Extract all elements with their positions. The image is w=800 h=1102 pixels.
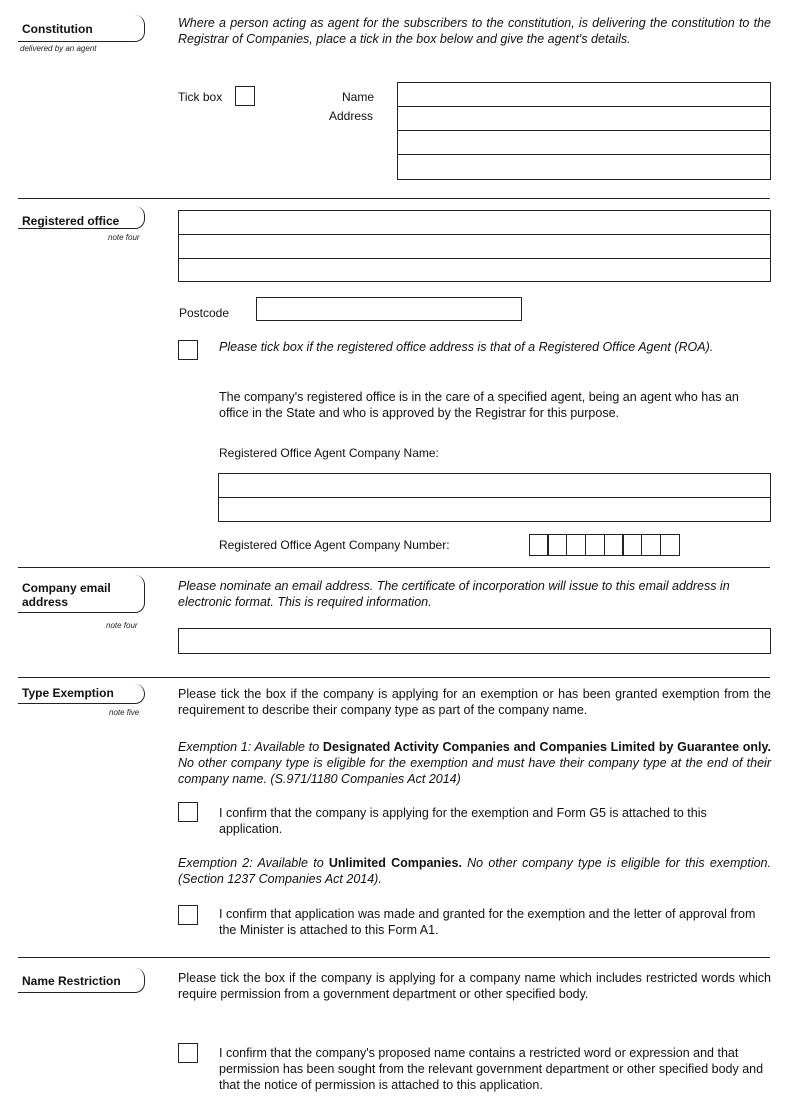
registered-office-line-3[interactable] — [178, 258, 771, 282]
registered-office-line-2[interactable] — [178, 234, 771, 259]
constitution-note: delivered by an agent — [20, 44, 97, 53]
exemption-2-checkbox[interactable] — [178, 905, 198, 925]
exemption-1-bold: Designated Activity Companies and Companies Limited by Guarantee only. — [322, 740, 771, 754]
name-restriction-title: Name Restriction — [22, 974, 121, 988]
roa-number-digit[interactable] — [566, 534, 586, 556]
registered-office-line-1[interactable] — [178, 210, 771, 235]
company-email-field[interactable] — [178, 628, 771, 654]
constitution-agent-checkbox[interactable] — [235, 86, 255, 106]
roa-checkbox[interactable] — [178, 340, 198, 360]
roa-tick-text: Please tick box if the registered office address is that of a Registered Office Agent (ROA). — [219, 340, 714, 354]
roa-number-digit[interactable] — [622, 534, 642, 556]
email-title-line-2: address — [22, 595, 69, 609]
agent-name-label: Name — [342, 90, 375, 104]
name-restriction-checkbox[interactable] — [178, 1043, 198, 1063]
postcode-label: Postcode — [179, 306, 230, 320]
roa-number-digit[interactable] — [660, 534, 680, 556]
registered-office-note: note four — [108, 233, 140, 242]
constitution-instruction: Where a person acting as agent for the subscribers to the constitution, is delivering the constitution to the Registrar of Companies, place a tick in the box below and give the agent's details. — [178, 16, 771, 46]
constitution-tick-label: Tick box — [178, 90, 223, 104]
exemption-2-prefix: Exemption 2: Available to — [178, 856, 329, 870]
exemption-2-text — [178, 855, 771, 887]
roa-description: The company's registered office is in the care of a specified agent, being an agent who has an office in the State and who is approved by the Registrar for this purpose. — [219, 390, 739, 420]
email-title-line-1: Company email — [22, 581, 111, 595]
agent-address-line-2[interactable] — [397, 130, 771, 155]
section-divider — [18, 677, 770, 678]
postcode-field[interactable] — [256, 297, 522, 321]
exemption-2-bold: Unlimited Companies. — [328, 856, 462, 870]
section-divider — [18, 957, 770, 958]
roa-number-digit[interactable] — [547, 534, 567, 556]
type-exemption-note: note five — [109, 708, 140, 717]
section-divider — [18, 198, 770, 199]
roa-number-boxes[interactable] — [530, 534, 680, 556]
agent-address-line-1[interactable] — [397, 106, 771, 131]
exemption-1-text — [178, 739, 771, 787]
exemption-1-confirm: I confirm that the company is applying for the exemption and Form G5 is attached to this application. — [219, 806, 707, 836]
agent-address-line-3[interactable] — [397, 154, 771, 180]
agent-address-label: Address — [329, 109, 374, 123]
type-exemption-instruction: Please tick the box if the company is applying for an exemption or has been granted exemption from the requirement to describe their company type as part of the company name. — [178, 687, 771, 717]
roa-number-digit[interactable] — [529, 534, 549, 556]
roa-number-label: Registered Office Agent Company Number: — [219, 538, 450, 552]
roa-number-digit[interactable] — [604, 534, 624, 556]
roa-number-digit[interactable] — [585, 534, 605, 556]
name-restriction-instruction: Please tick the box if the company is applying for a company name which includes restricted words which require permission from a government department or other specified body. — [178, 971, 771, 1001]
registered-office-title: Registered office — [22, 214, 120, 228]
exemption-1-checkbox[interactable] — [178, 802, 198, 822]
exemption-2-suffix: No other company type is eligible for this exemption. (Section 1237 Companies Act 2014). — [178, 856, 771, 886]
constitution-title: Constitution — [22, 22, 93, 36]
exemption-1-prefix: Exemption 1: Available to — [178, 740, 323, 754]
exemption-2-confirm: I confirm that application was made and granted for the exemption and the letter of approval from the Minister is attached to this Form A1. — [219, 907, 756, 937]
agent-name-field[interactable] — [397, 82, 771, 107]
email-note: note four — [106, 621, 138, 630]
email-instruction: Please nominate an email address. The certificate of incorporation will issue to this email address in electronic format. This is required information. — [178, 579, 730, 609]
section-divider — [18, 567, 770, 568]
roa-name-label: Registered Office Agent Company Name: — [219, 446, 439, 460]
roa-number-digit[interactable] — [641, 534, 661, 556]
roa-name-line-1[interactable] — [218, 473, 771, 498]
roa-name-line-2[interactable] — [218, 497, 771, 522]
type-exemption-title: Type Exemption — [22, 686, 114, 700]
name-restriction-confirm: I confirm that the company's proposed name contains a restricted word or expression and that permission has been sought from the relevant government department or other specified body and that the notice of permission is attached to this application. — [219, 1046, 764, 1092]
exemption-1-suffix: No other company type is eligible for the exemption and must have their company type at the end of their company name. (S.971/1180 Companies Act 2014) — [178, 756, 771, 786]
